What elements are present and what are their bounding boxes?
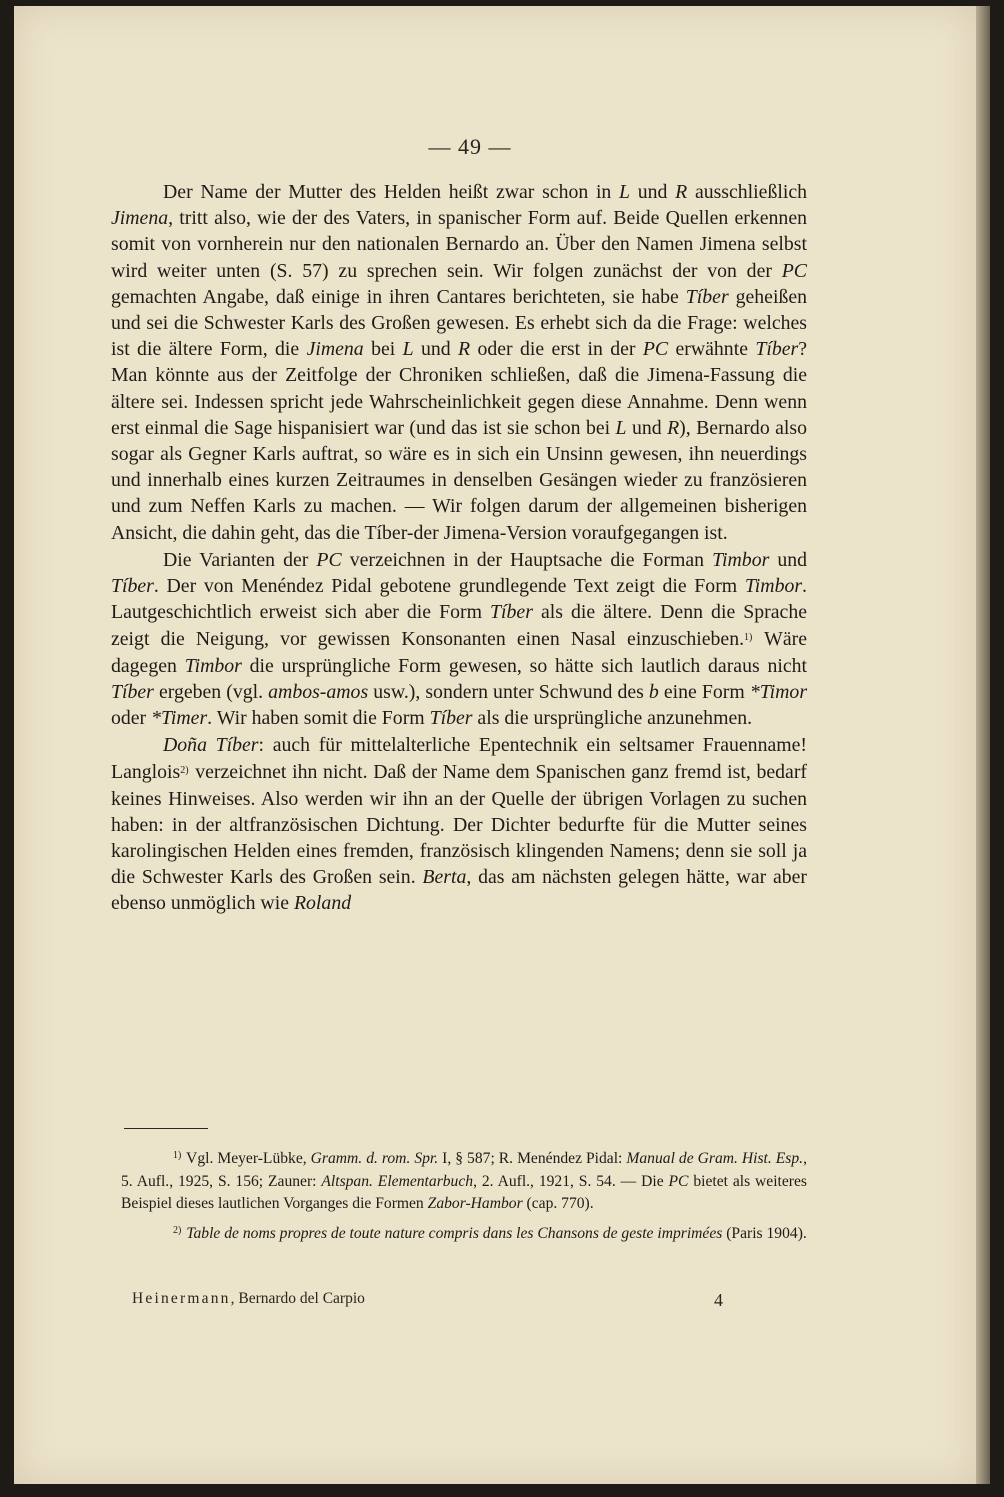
footnote-separator — [124, 1128, 208, 1129]
footnote-ref-1: 1) — [744, 632, 753, 644]
body-text — [111, 179, 807, 917]
footer-title: , Bernardo del Carpio — [230, 1290, 365, 1307]
footnotes — [121, 1145, 807, 1245]
page-number: — 49 — — [428, 134, 512, 159]
signature-mark: 4 — [714, 1290, 723, 1310]
paragraph-3: Doña Tíber: auch für mittelalterliche Epentechnik ein seltsamer Frauenname! Langlois$^{2)}$ verzeichnet ihn nicht. Daß der Name dem Spanischen ganz fremd ist, bedarf keines Hinweises. Also werden wir ihn an der Quelle der übrigen Vorlagen zu suchen haben: in der altfranzösischen Dichtung. Der Dichter bedurfte für die Mutter seines karolingischen Helden eines fremden, französisch klingenden Namens; denn sie soll ja die Schwester Karls des Großen sein. Berta, das am nächsten gelegen hätte, war aber ebenso unmöglich wie Roland — [111, 734, 807, 915]
printer-footer — [132, 1290, 732, 1308]
paragraph-2: Die Varianten der PC verzeichnen in der Hauptsache die Forman Timbor und Tíber. Der von Menéndez Pidal gebotene grundlegende Text zeigt die Form Timbor. Lautgeschichtlich erweist sich aber die Form Tíber als die ältere. Denn die Sprache zeigt die Neigung, vor gewissen Konsonanten einen Nasal einzuschieben.$^{1)}$ Wäre dagegen Timbor die ursprüngliche Form gewesen, so hätte sich lautlich daraus nicht Tíber ergeben (vgl. ambos-amos usw.), sondern unter Schwund des b eine Form *Timor oder *Timer. Wir haben somit die Form Tíber als die ursprüngliche anzunehmen. — [111, 548, 808, 730]
paragraph-1: Der Name der Mutter des Helden heißt zwar schon in L und R ausschließlich Jimena, tritt also, wie der des Vaters, in spanischer Form auf. Beide Quellen erkennen somit von vornherein nur den nationalen Bernardo an. Über den Namen Jimena selbst wird weiter unten (S. 57) zu sprechen sein. Wir folgen zunächst der von der PC gemachten Angabe, daß einige in ihren Cantares berichteten, sie habe Tíber geheißen und sei die Schwester Karls des Großen gewesen. Es erhebt sich da die Frage: welches ist die ältere Form, die Jimena bei L und R oder die erst in der PC erwähnte Tíber? Man könnte aus der Zeitfolge der Chroniken schließen, daß die Jimena-Fassung die ältere sei. Indessen spricht jede Wahrscheinlichkeit gegen diese Annahme. Denn wenn erst einmal die Sage hispanisiert war (und das ist sie schon bei L und R), Bernardo also sogar als Gegner Karls auftrat, so wäre es in sich ein Unsinn gewesen, ihn neuerdings und innerhalb eines kurzen Zeitraumes in denselben Gesängen wieder zu französieren und zum Neffen Karls zu machen. — Wir folgen darum der allgemeinen bisherigen Ansicht, die dahin geht, das die Tíber-der Jimena-Version voraufgegangen ist. — [111, 181, 808, 544]
footer-author: Heinermann — [132, 1290, 231, 1307]
book-page — [14, 6, 976, 1484]
footnote-1: $^{1)}$ Vgl. Meyer-Lübke, Gramm. d. rom. Spr. I, § 587; R. Menéndez Pidal: Manual de Gram. Hist. Esp., 5. Aufl., 1925, S. 156; Zauner: Altspan. Elementarbuch, 2. Aufl., 1921, S. 54. — Die PC bietet als weiteres Beispiel dieses lautlichen Vorganges die Formen Zabor-Hambor (cap. 770). — [121, 1150, 807, 1212]
footnote-2: $^{2)}$ Table de noms propres de toute nature compris dans les Chansons de geste imprimées (Paris 1904). — [173, 1224, 807, 1242]
footnote-ref-2: 2) — [180, 765, 189, 777]
page-edge — [976, 6, 990, 1484]
